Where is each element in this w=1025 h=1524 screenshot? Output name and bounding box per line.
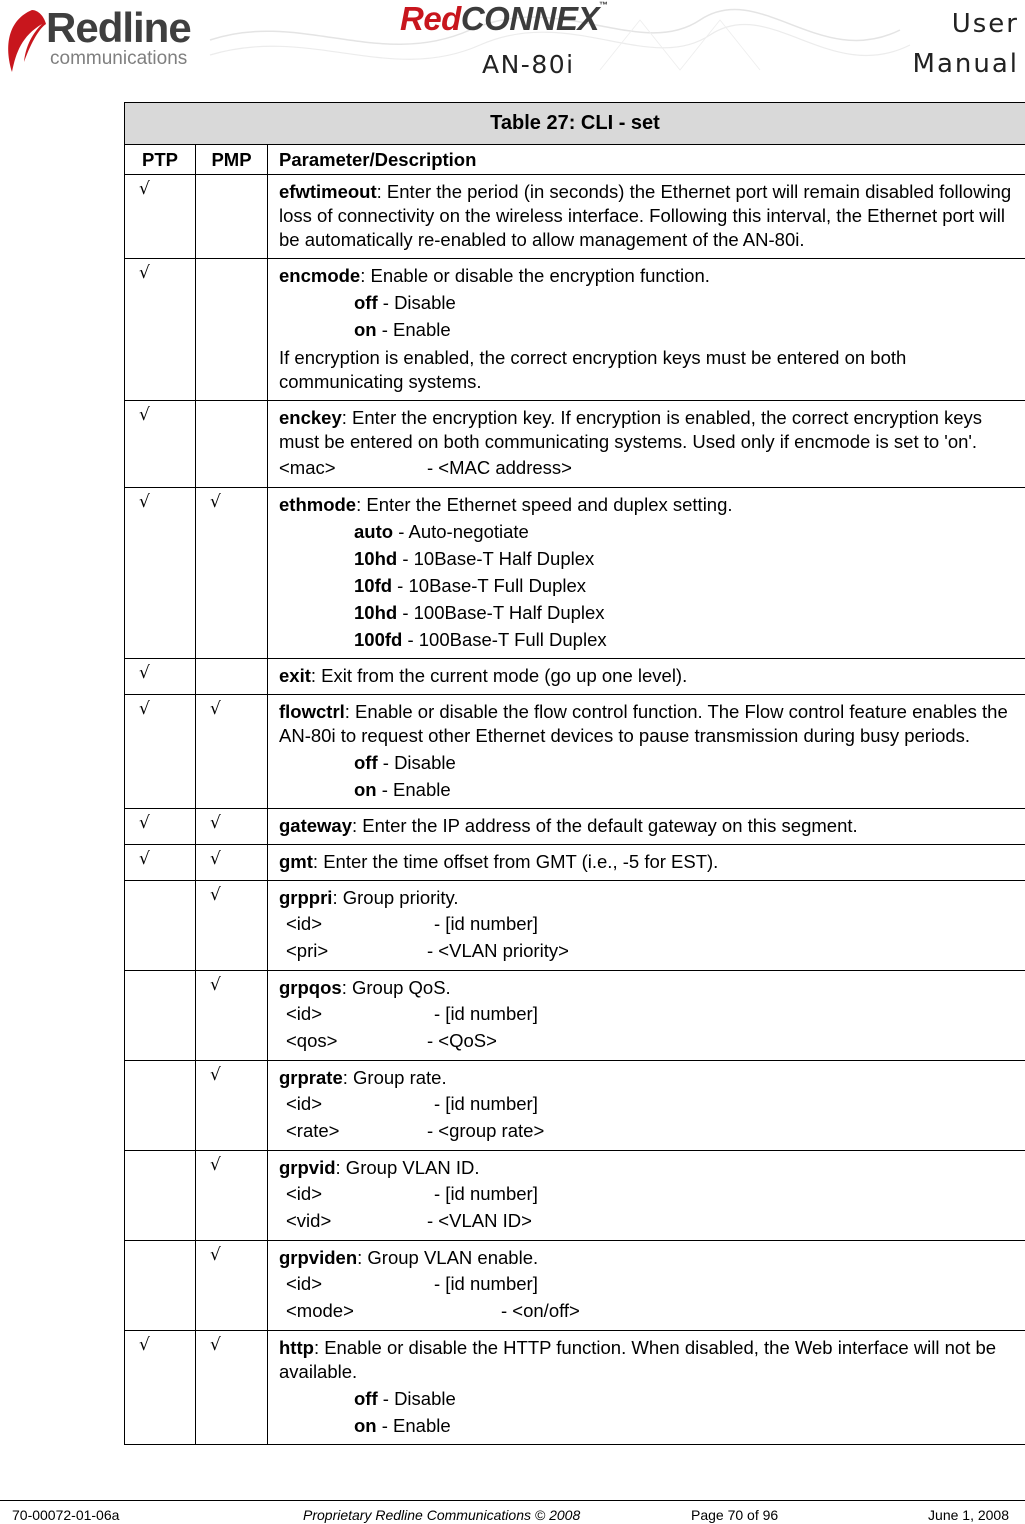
parameter-description-cell <box>268 845 1025 881</box>
option-item <box>279 601 1014 625</box>
parameter-text: : Group rate. <box>342 1067 447 1088</box>
option-value: - Enable <box>376 319 451 340</box>
option-key: 10hd <box>354 602 398 623</box>
option-value: - Disable <box>377 292 456 313</box>
table-row <box>125 259 1025 401</box>
parameter-text: : Group VLAN ID. <box>335 1157 480 1178</box>
parameter-text: : Group VLAN enable. <box>357 1247 539 1268</box>
table-row <box>125 695 1025 809</box>
pmp-check-cell: √ <box>196 1241 268 1331</box>
parameter-text: : Enter the time offset from GMT (i.e., -5 for EST). <box>312 851 719 872</box>
ptp-check-cell <box>125 1151 196 1241</box>
table-row <box>125 488 1025 659</box>
option-value: - Disable <box>377 752 456 773</box>
trademark-symbol: ™ <box>599 0 608 10</box>
argument-name: <id> <box>286 1093 323 1114</box>
option-value: - Auto-negotiate <box>393 521 529 542</box>
table-row <box>125 881 1025 971</box>
table-row <box>125 1061 1025 1151</box>
option-key: off <box>354 752 378 773</box>
ptp-check-cell: √ <box>125 695 196 809</box>
parameter-description-cell <box>268 1151 1025 1241</box>
option-key: auto <box>354 521 394 542</box>
table-row <box>125 659 1025 695</box>
parameter-description <box>279 850 1014 874</box>
column-header-description: Parameter/Description <box>268 145 1025 175</box>
option-value: - Enable <box>376 1415 451 1436</box>
parameter-description <box>279 493 1014 517</box>
argument-value: - [id number] <box>434 1093 538 1114</box>
parameter-name: grppri <box>279 887 333 908</box>
argument-value: - <VLAN ID> <box>427 1210 532 1231</box>
option-value: - 100Base-T Full Duplex <box>402 629 607 650</box>
pmp-check-cell <box>196 401 268 488</box>
parameter-description <box>279 264 1014 288</box>
option-item <box>279 751 1014 775</box>
parameter-text: : Enable or disable the HTTP function. When disabled, the Web interface will not be available. <box>279 1337 997 1382</box>
pmp-check-cell <box>196 175 268 259</box>
argument-item <box>279 1000 1014 1027</box>
option-key: on <box>354 1415 377 1436</box>
parameter-description-cell <box>268 401 1025 488</box>
parameter-text: : Group QoS. <box>341 977 451 998</box>
parameter-text: : Enter the Ethernet speed and duplex setting. <box>356 494 733 515</box>
brand-name: Redline <box>46 4 191 51</box>
option-item <box>279 547 1014 571</box>
option-item <box>279 1387 1014 1411</box>
table-row <box>125 401 1025 488</box>
argument-item <box>279 937 1014 964</box>
parameter-name: grprate <box>279 1067 343 1088</box>
ptp-check-cell: √ <box>125 659 196 695</box>
parameter-description <box>279 1246 1014 1270</box>
parameter-description <box>279 700 1014 748</box>
argument-name: <id> <box>286 1003 323 1024</box>
cli-set-table-container <box>124 102 1025 1445</box>
ptp-check-cell <box>125 881 196 971</box>
pmp-check-cell: √ <box>196 1151 268 1241</box>
table-row <box>125 971 1025 1061</box>
argument-item <box>279 1207 1014 1234</box>
ptp-check-cell: √ <box>125 259 196 401</box>
page-footer <box>0 1500 1025 1524</box>
redline-logo <box>0 4 210 76</box>
argument-name: <id> <box>286 1183 323 1204</box>
document-type-line2: Manual <box>912 49 1019 79</box>
parameter-description-cell <box>268 695 1025 809</box>
parameter-description-cell <box>268 809 1025 845</box>
redconnex-logo-dark: CONNEX <box>460 0 600 37</box>
parameter-description-cell <box>268 1061 1025 1151</box>
ptp-check-cell: √ <box>125 401 196 488</box>
parameter-text: : Enable or disable the flow control function. The Flow control feature enables the AN-80i to request other Ethernet devices to pause transmission during busy periods. <box>279 701 1008 746</box>
argument-item <box>279 454 1014 481</box>
table-row <box>125 1331 1025 1445</box>
argument-value: - <MAC address> <box>427 457 572 478</box>
table-row <box>125 1241 1025 1331</box>
argument-name: <pri> <box>286 940 329 961</box>
table-row <box>125 809 1025 845</box>
pmp-check-cell: √ <box>196 695 268 809</box>
pmp-check-cell <box>196 259 268 401</box>
parameter-description-cell <box>268 259 1025 401</box>
parameter-description-cell <box>268 659 1025 695</box>
table-body <box>125 175 1025 1445</box>
argument-item <box>279 910 1014 937</box>
argument-item <box>279 1180 1014 1207</box>
table-caption: Table 27: CLI - set <box>125 103 1025 145</box>
parameter-text: : Enter the period (in seconds) the Ethernet port will remain disabled following loss of connectivity on the wireless interface. Following this interval, the Ethernet port will be automatically re-enabled to allow management of the AN-80i. <box>279 181 1012 250</box>
table-header-row <box>125 145 1025 175</box>
parameter-name: grpqos <box>279 977 342 998</box>
table-row <box>125 845 1025 881</box>
option-key: off <box>354 1388 378 1409</box>
argument-value: - <on/off> <box>501 1300 580 1321</box>
pmp-check-cell: √ <box>196 809 268 845</box>
argument-name: <id> <box>286 913 323 934</box>
argument-value: - [id number] <box>434 1183 538 1204</box>
option-value: - 10Base-T Half Duplex <box>397 548 595 569</box>
argument-value: - [id number] <box>434 1003 538 1024</box>
parameter-text: : Group priority. <box>332 887 459 908</box>
argument-name: <rate> <box>286 1120 340 1141</box>
page-header <box>0 0 1025 100</box>
parameter-description-cell <box>268 1331 1025 1445</box>
option-key: 10fd <box>354 575 393 596</box>
option-item <box>279 778 1014 802</box>
argument-name: <id> <box>286 1273 323 1294</box>
option-item <box>279 1414 1014 1438</box>
footer-doc-number: 70-00072-01-06a <box>12 1507 120 1523</box>
parameter-description-cell <box>268 1241 1025 1331</box>
parameter-description <box>279 1336 1014 1384</box>
parameter-text: : Enable or disable the encryption function. <box>360 265 710 286</box>
parameter-name: grpviden <box>279 1247 358 1268</box>
table-row <box>125 175 1025 259</box>
option-item <box>279 628 1014 652</box>
pmp-check-cell: √ <box>196 1331 268 1445</box>
pmp-check-cell: √ <box>196 488 268 659</box>
parameter-name: exit <box>279 665 311 686</box>
option-item <box>279 574 1014 598</box>
option-value: - Enable <box>376 779 451 800</box>
brand-subtitle: communications <box>50 48 188 69</box>
ptp-check-cell: √ <box>125 845 196 881</box>
column-header-ptp: PTP <box>125 145 196 175</box>
parameter-description <box>279 180 1014 252</box>
argument-value: - <QoS> <box>427 1030 497 1051</box>
argument-item <box>279 1297 1014 1324</box>
parameter-description <box>279 664 1014 688</box>
ptp-check-cell: √ <box>125 809 196 845</box>
parameter-name: encmode <box>279 265 361 286</box>
ptp-check-cell: √ <box>125 175 196 259</box>
parameter-description <box>279 976 1014 1000</box>
document-type <box>913 4 1019 84</box>
parameter-name: grpvid <box>279 1157 336 1178</box>
option-item <box>279 291 1014 315</box>
parameter-text: : Exit from the current mode (go up one level). <box>310 665 688 686</box>
parameter-text: : Enter the encryption key. If encryption is enabled, the correct encryption keys must be entered on both communicating systems. Used only if encmode is set to 'on'. <box>279 407 983 452</box>
parameter-name: ethmode <box>279 494 357 515</box>
option-value: - Disable <box>377 1388 456 1409</box>
option-key: on <box>354 319 377 340</box>
option-item <box>279 520 1014 544</box>
parameter-name: gmt <box>279 851 313 872</box>
redconnex-logo-red: Red <box>400 0 461 37</box>
parameter-description <box>279 814 1014 838</box>
parameter-name: http <box>279 1337 314 1358</box>
parameter-text: : Enter the IP address of the default gateway on this segment. <box>352 815 858 836</box>
parameter-description-cell <box>268 488 1025 659</box>
option-value: - 10Base-T Full Duplex <box>392 575 587 596</box>
argument-name: <mode> <box>286 1300 354 1321</box>
ptp-check-cell <box>125 1241 196 1331</box>
argument-name: <qos> <box>286 1030 338 1051</box>
cli-set-table <box>124 102 1025 1445</box>
parameter-description-cell <box>268 175 1025 259</box>
ptp-check-cell <box>125 971 196 1061</box>
column-header-pmp: PMP <box>196 145 268 175</box>
parameter-name: flowctrl <box>279 701 345 722</box>
option-key: off <box>354 292 378 313</box>
pmp-check-cell <box>196 659 268 695</box>
document-type-line1: User <box>951 9 1019 39</box>
option-key: 10hd <box>354 548 398 569</box>
argument-name: <mac> <box>279 457 336 478</box>
argument-item <box>279 1027 1014 1054</box>
pmp-check-cell: √ <box>196 881 268 971</box>
option-key: on <box>354 779 377 800</box>
parameter-description <box>279 886 1014 910</box>
footer-date: June 1, 2008 <box>928 1507 1009 1523</box>
product-name: AN-80i <box>482 50 575 79</box>
parameter-description <box>279 1066 1014 1090</box>
parameter-name: gateway <box>279 815 353 836</box>
argument-item <box>279 1090 1014 1117</box>
table-row <box>125 1151 1025 1241</box>
parameter-note: If encryption is enabled, the correct encryption keys must be entered on both communicating systems. <box>279 347 907 392</box>
ptp-check-cell: √ <box>125 1331 196 1445</box>
option-item <box>279 318 1014 342</box>
ptp-check-cell <box>125 1061 196 1151</box>
argument-item <box>279 1270 1014 1297</box>
argument-item <box>279 1117 1014 1144</box>
pmp-check-cell: √ <box>196 971 268 1061</box>
argument-value: - [id number] <box>434 913 538 934</box>
parameter-name: enckey <box>279 407 342 428</box>
option-value: - 100Base-T Half Duplex <box>397 602 605 623</box>
ptp-check-cell: √ <box>125 488 196 659</box>
argument-value: - [id number] <box>434 1273 538 1294</box>
parameter-description <box>279 1156 1014 1180</box>
parameter-name: efwtimeout <box>279 181 377 202</box>
pmp-check-cell: √ <box>196 1061 268 1151</box>
argument-value: - <group rate> <box>427 1120 545 1141</box>
argument-name: <vid> <box>286 1210 332 1231</box>
pmp-check-cell: √ <box>196 845 268 881</box>
redline-swoosh-icon <box>2 6 46 76</box>
redconnex-logo <box>400 0 608 36</box>
argument-value: - <VLAN priority> <box>427 940 569 961</box>
parameter-description-cell <box>268 971 1025 1061</box>
parameter-description <box>279 406 1014 454</box>
option-key: 100fd <box>354 629 403 650</box>
parameter-description-cell <box>268 881 1025 971</box>
footer-proprietary: Proprietary Redline Communications © 2008 <box>303 1507 581 1523</box>
footer-page-number: Page 70 of 96 <box>691 1507 779 1523</box>
